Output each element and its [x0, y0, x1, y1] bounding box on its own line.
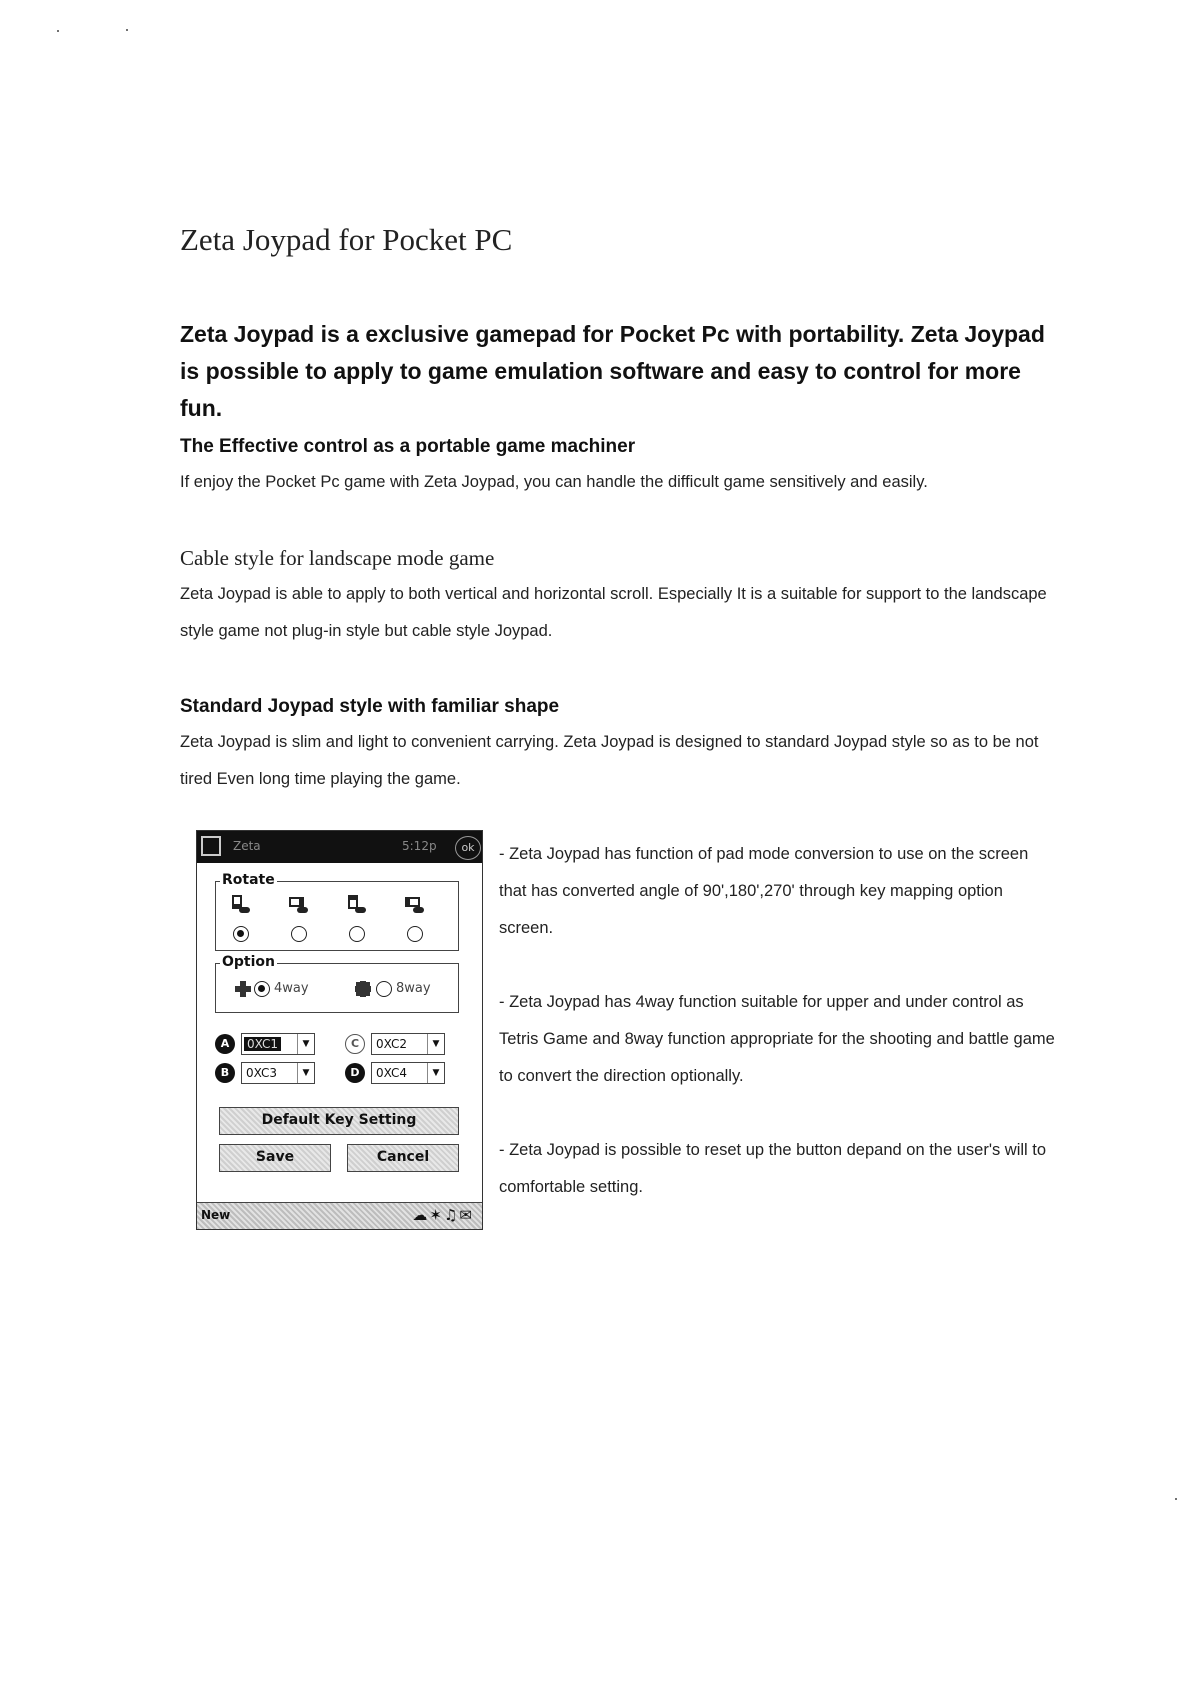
key-c-select[interactable]: 0XC2 ▼ — [371, 1033, 445, 1055]
page-title: Zeta Joypad for Pocket PC — [180, 222, 513, 257]
rotate-90-radio[interactable] — [291, 926, 307, 942]
rotate-180-radio[interactable] — [349, 926, 365, 942]
new-menu[interactable]: New — [201, 1208, 231, 1222]
feature-description: - Zeta Joypad has function of pad mode conversion to use on the screen that has converted angle of 90',180',270' through key mapping option screen. — [499, 845, 1029, 937]
feature-description: - Zeta Joypad is possible to reset up the button depand on the user's will to comfortable setting. — [499, 1141, 1047, 1196]
ok-button[interactable]: ok — [455, 836, 481, 860]
default-key-setting-button[interactable]: Default Key Setting — [219, 1107, 459, 1135]
option-label: Option — [222, 954, 275, 970]
button-a-icon: A — [215, 1034, 235, 1054]
system-tray-icons: ☁✶♫✉ — [412, 1206, 474, 1224]
app-title: Zeta — [233, 839, 261, 853]
scan-speck — [57, 30, 59, 32]
option-4way-radio[interactable] — [254, 981, 270, 997]
rotate-0-icon — [230, 894, 252, 916]
rotate-label: Rotate — [222, 872, 275, 888]
chevron-down-icon: ▼ — [297, 1034, 314, 1054]
scan-speck — [126, 29, 128, 31]
button-c-icon: C — [345, 1034, 365, 1054]
pocket-pc-screenshot — [196, 830, 483, 1230]
dpad-4way-icon — [234, 980, 252, 998]
rotate-270-icon — [404, 894, 426, 916]
chevron-down-icon: ▼ — [427, 1034, 444, 1054]
section-heading: Standard Joypad style with familiar shape — [180, 696, 560, 717]
rotate-270-radio[interactable] — [407, 926, 423, 942]
rotate-90-icon — [288, 894, 310, 916]
rotate-180-icon — [346, 894, 368, 916]
option-4way-label: 4way — [274, 981, 309, 996]
option-8way-radio[interactable] — [376, 981, 392, 997]
chevron-down-icon: ▼ — [427, 1063, 444, 1083]
rotate-0-radio[interactable] — [233, 926, 249, 942]
start-menu-icon[interactable] — [201, 836, 221, 856]
key-a-select[interactable]: 0XC1 ▼ — [241, 1033, 315, 1055]
intro-paragraph: Zeta Joypad is a exclusive gamepad for Pocket Pc with portability. Zeta Joypad is possible to apply to game emulation software and easy to control for more fun. — [180, 321, 1045, 421]
chevron-down-icon: ▼ — [297, 1063, 314, 1083]
save-button[interactable]: Save — [219, 1144, 331, 1172]
option-8way-label: 8way — [396, 981, 431, 996]
section-body: If enjoy the Pocket Pc game with Zeta Joypad, you can handle the difficult game sensitively and easily. — [180, 473, 928, 491]
option-group — [215, 954, 459, 1013]
section-heading: The Effective control as a portable game machiner — [180, 436, 636, 457]
scan-speck — [1175, 1498, 1177, 1500]
feature-description: - Zeta Joypad has 4way function suitable for upper and under control as Tetris Game and 8way function appropriate for the shooting and battle game to convert the direction optionally. — [499, 993, 1055, 1085]
key-d-select[interactable]: 0XC4 ▼ — [371, 1062, 445, 1084]
pda-taskbar — [197, 1202, 482, 1229]
pda-title-bar — [197, 831, 482, 863]
clock: 5:12p — [402, 839, 437, 853]
section-body: Zeta Joypad is able to apply to both vertical and horizontal scroll. Especially It is a suitable for support to the landscape style game not plug-in style but cable style Joypad. — [180, 585, 1047, 640]
button-b-icon: B — [215, 1063, 235, 1083]
dpad-8way-icon — [354, 980, 372, 998]
key-b-select[interactable]: 0XC3 ▼ — [241, 1062, 315, 1084]
cancel-button[interactable]: Cancel — [347, 1144, 459, 1172]
rotate-group — [215, 872, 459, 951]
section-body: Zeta Joypad is slim and light to convenient carrying. Zeta Joypad is designed to standard Joypad style so as to be not tired Even long time playing the game. — [180, 733, 1039, 788]
button-d-icon: D — [345, 1063, 365, 1083]
section-heading: Cable style for landscape mode game — [180, 546, 495, 570]
